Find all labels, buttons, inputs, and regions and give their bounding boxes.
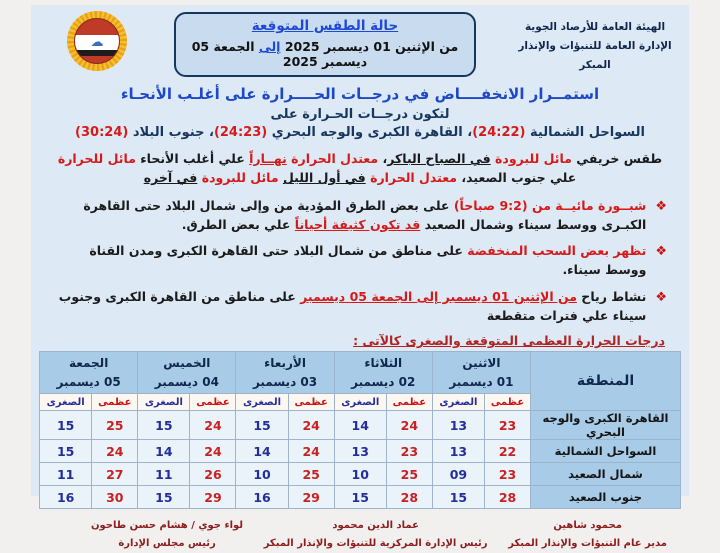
min-temp-cell: 13 — [334, 440, 386, 463]
min-temp-cell: 09 — [432, 463, 484, 486]
max-temp-cell: 25 — [288, 463, 334, 486]
table-row — [40, 440, 681, 463]
day-date: 01 ديسمبر — [449, 374, 514, 389]
max-temp-cell: 23 — [386, 440, 432, 463]
region-name: شمال الصعيد — [531, 463, 681, 486]
signature-name: محمود شاهين — [553, 520, 622, 532]
min-temp-cell: 15 — [138, 486, 190, 509]
min-temp-cell: 14 — [236, 440, 288, 463]
cloud-icon: ☁ — [90, 35, 104, 51]
min-temp-cell: 14 — [334, 411, 386, 440]
min-temp-cell: 14 — [138, 440, 190, 463]
table-caption: درجات الحرارة العظمى المتوقعة والصغرى كالآتى : — [353, 333, 665, 349]
max-temp-cell: 24 — [288, 411, 334, 440]
min-temp-cell: 15 — [432, 486, 484, 509]
signature-block — [264, 517, 488, 553]
min-temp-cell: 13 — [432, 411, 484, 440]
signature-name: لواء جوي / هشام حسن طاحون — [91, 520, 244, 532]
date-range-post: الجمعة 05 ديسمبر 2025 — [191, 39, 368, 69]
min-label: الصغرى — [236, 394, 288, 411]
text-segment: في أول الليل — [282, 170, 366, 186]
max-temp-cell: 23 — [485, 463, 531, 486]
min-temp-cell: 11 — [138, 463, 190, 486]
org-line1: الهيئة العامة للأرصاد الجوية — [524, 21, 666, 33]
region-name: القاهرة الكبرى والوجه البحري — [531, 411, 681, 440]
emblem-center — [74, 18, 120, 64]
day-header — [432, 352, 530, 394]
text-segment: في آخره — [143, 170, 198, 186]
weather-bulletin-document — [31, 5, 689, 550]
min-temp-cell: 11 — [40, 463, 92, 486]
max-temp-cell: 28 — [485, 486, 531, 509]
region-column-header: المنطقة — [531, 352, 681, 411]
day-date: 02 ديسمبر — [351, 374, 416, 389]
bullet-list — [49, 197, 667, 326]
max-temp-cell: 26 — [190, 463, 236, 486]
day-header — [334, 352, 432, 394]
text-segment: (30:24) — [75, 125, 129, 140]
organization-name — [509, 9, 681, 75]
signature-row — [39, 509, 681, 553]
text-segment: تظهر بعض السحب المنخفضة — [462, 243, 647, 259]
min-label: الصغرى — [138, 394, 190, 411]
bulletin-date-range — [184, 39, 466, 69]
signature-title: رئيس مجلس الإدارة — [118, 538, 216, 550]
min-temp-cell: 16 — [236, 486, 288, 509]
weather-description — [45, 149, 675, 188]
diamond-bullet-icon: ❖ — [655, 244, 667, 260]
signature-block — [508, 517, 667, 553]
region-name: جنوب الصعيد — [531, 486, 681, 509]
text-segment: قد تكون كثيفة أحياناً — [294, 216, 421, 232]
max-label: عظمى — [288, 394, 334, 411]
day-header — [236, 352, 334, 394]
min-temp-cell: 13 — [432, 440, 484, 463]
day-name: الأربعاء — [264, 356, 306, 371]
text-segment: علي جنوب الصعيد، — [457, 170, 577, 186]
text-segment: (24:23) — [213, 125, 268, 140]
min-temp-cell: 15 — [138, 411, 190, 440]
bullet-item — [49, 242, 667, 280]
bullet-text — [49, 197, 646, 235]
min-label: الصغرى — [40, 394, 92, 411]
bullet-text — [49, 242, 646, 280]
text-segment: شبــورة مائيــة من (9:2 صباحاً) — [449, 197, 647, 213]
signature-title: رئيس الإدارة المركزية للتنبؤات والإنذار المبكر — [263, 538, 488, 550]
max-label: عظمى — [386, 394, 432, 411]
min-temp-cell: 15 — [40, 411, 92, 440]
text-segment: (24:22) — [472, 125, 526, 140]
temperature-table-head — [40, 352, 681, 411]
bulletin-title-box — [174, 12, 476, 77]
max-temp-cell: 25 — [92, 411, 138, 440]
date-range-pre: من الإثنين 01 ديسمبر 2025 — [280, 39, 459, 54]
min-temp-cell: 15 — [236, 411, 288, 440]
bullet-text — [49, 288, 646, 326]
text-segment: مائل للبرودة — [197, 170, 279, 186]
org-line2: الإدارة العامة للتنبؤات والإنذار المبكر — [518, 39, 672, 71]
text-segment: علي بعض الطرق. — [181, 216, 295, 232]
max-temp-cell: 22 — [485, 440, 531, 463]
min-temp-cell: 16 — [40, 486, 92, 509]
signature-title: مدير عام التنبؤات والإنذار المبكر — [508, 538, 667, 550]
day-name: الثلاثاء — [364, 356, 403, 371]
max-label: عظمى — [190, 394, 236, 411]
signature-block — [91, 517, 243, 553]
summary-headline: استمــرار الانخفــــاض في درجــات الحــــرارة على أغلـب الأنحـاء — [120, 85, 600, 103]
flag-black-band — [75, 50, 119, 56]
region-name: السواحل الشمالية — [531, 440, 681, 463]
text-segment: على مناطق من القاهرة الكبرى وجنوب سيناء علي فترات متقطعة — [58, 288, 647, 323]
text-segment: على مناطق من شمال البلاد حتى القاهرة الكبرى ومدن القناة ووسط سيناء. — [89, 243, 647, 277]
day-name: الخميس — [163, 356, 211, 371]
day-date: 05 ديسمبر — [56, 374, 121, 389]
diamond-bullet-icon: ❖ — [655, 289, 667, 305]
bullet-item — [49, 197, 667, 235]
day-date: 03 ديسمبر — [252, 374, 318, 389]
text-segment: ، القاهرة الكبرى والوجه البحري — [267, 125, 473, 140]
text-segment: معتدل الحرارة — [286, 151, 379, 166]
day-header — [138, 352, 236, 394]
day-header — [40, 352, 138, 394]
min-temp-cell: 15 — [40, 440, 92, 463]
max-temp-cell: 24 — [190, 440, 236, 463]
min-label: الصغرى — [432, 394, 484, 411]
text-segment: نشاط رياح — [576, 288, 647, 304]
text-segment: مائل للبرودة — [490, 151, 572, 166]
max-temp-cell: 24 — [386, 411, 432, 440]
max-temp-cell: 24 — [288, 440, 334, 463]
day-name: الجمعة — [68, 356, 109, 371]
text-segment: في الصباح الباكر — [387, 151, 491, 166]
table-header-row — [40, 352, 681, 394]
max-temp-cell: 29 — [288, 486, 334, 509]
table-row — [40, 411, 681, 440]
max-temp-cell: 24 — [92, 440, 138, 463]
diamond-bullet-icon: ❖ — [655, 198, 667, 214]
text-segment: ، جنوب البلاد — [128, 125, 214, 140]
text-segment: طقس خريفي — [571, 151, 663, 166]
table-row — [40, 463, 681, 486]
table-row — [40, 486, 681, 509]
temperature-table — [39, 351, 681, 509]
min-temp-cell: 10 — [236, 463, 288, 486]
max-temp-cell: 27 — [92, 463, 138, 486]
text-segment: ، — [378, 151, 388, 166]
bulletin-header — [39, 9, 681, 77]
max-temp-cell: 23 — [485, 411, 531, 440]
meteorological-authority-logo-icon — [67, 11, 127, 71]
day-name: الاثنين — [462, 356, 501, 371]
date-range-to: إلى — [258, 39, 281, 54]
bullet-item — [49, 288, 667, 326]
summary-subline: لتكون درجــات الحـرارة على — [270, 107, 450, 122]
text-segment: على بعض الطرق المؤدية من وإلى شمال البلاد حتى القاهرة الكبـرى ووسط سيناء وشمال الصعيد — [83, 197, 647, 232]
text-segment: علي أغلب الأنحاء — [135, 151, 250, 166]
max-temp-cell: 29 — [190, 486, 236, 509]
min-temp-cell: 15 — [334, 486, 386, 509]
text-segment: نهــاراً — [249, 151, 287, 166]
bulletin-title: حالة الطقس المتوقعة — [251, 18, 399, 34]
max-temp-cell: 28 — [386, 486, 432, 509]
signature-name: عماد الدين محمود — [332, 520, 419, 532]
temperature-table-body — [40, 411, 681, 509]
regional-temperature-summary — [39, 125, 681, 140]
flag-white-band — [75, 35, 119, 50]
text-segment: مائل للحرارة — [57, 151, 136, 166]
text-segment: معتدل الحرارة — [365, 170, 458, 186]
text-segment: من الإثنين 01 ديسمبر إلى الجمعة 05 ديسمبر — [300, 288, 577, 304]
min-temp-cell: 10 — [334, 463, 386, 486]
max-temp-cell: 24 — [190, 411, 236, 440]
max-temp-cell: 25 — [386, 463, 432, 486]
max-label: عظمى — [485, 394, 531, 411]
day-date: 04 ديسمبر — [154, 374, 219, 389]
max-temp-cell: 30 — [92, 486, 138, 509]
text-segment: السواحل الشمالية — [525, 125, 645, 140]
min-label: الصغرى — [334, 394, 386, 411]
max-label: عظمى — [92, 394, 138, 411]
